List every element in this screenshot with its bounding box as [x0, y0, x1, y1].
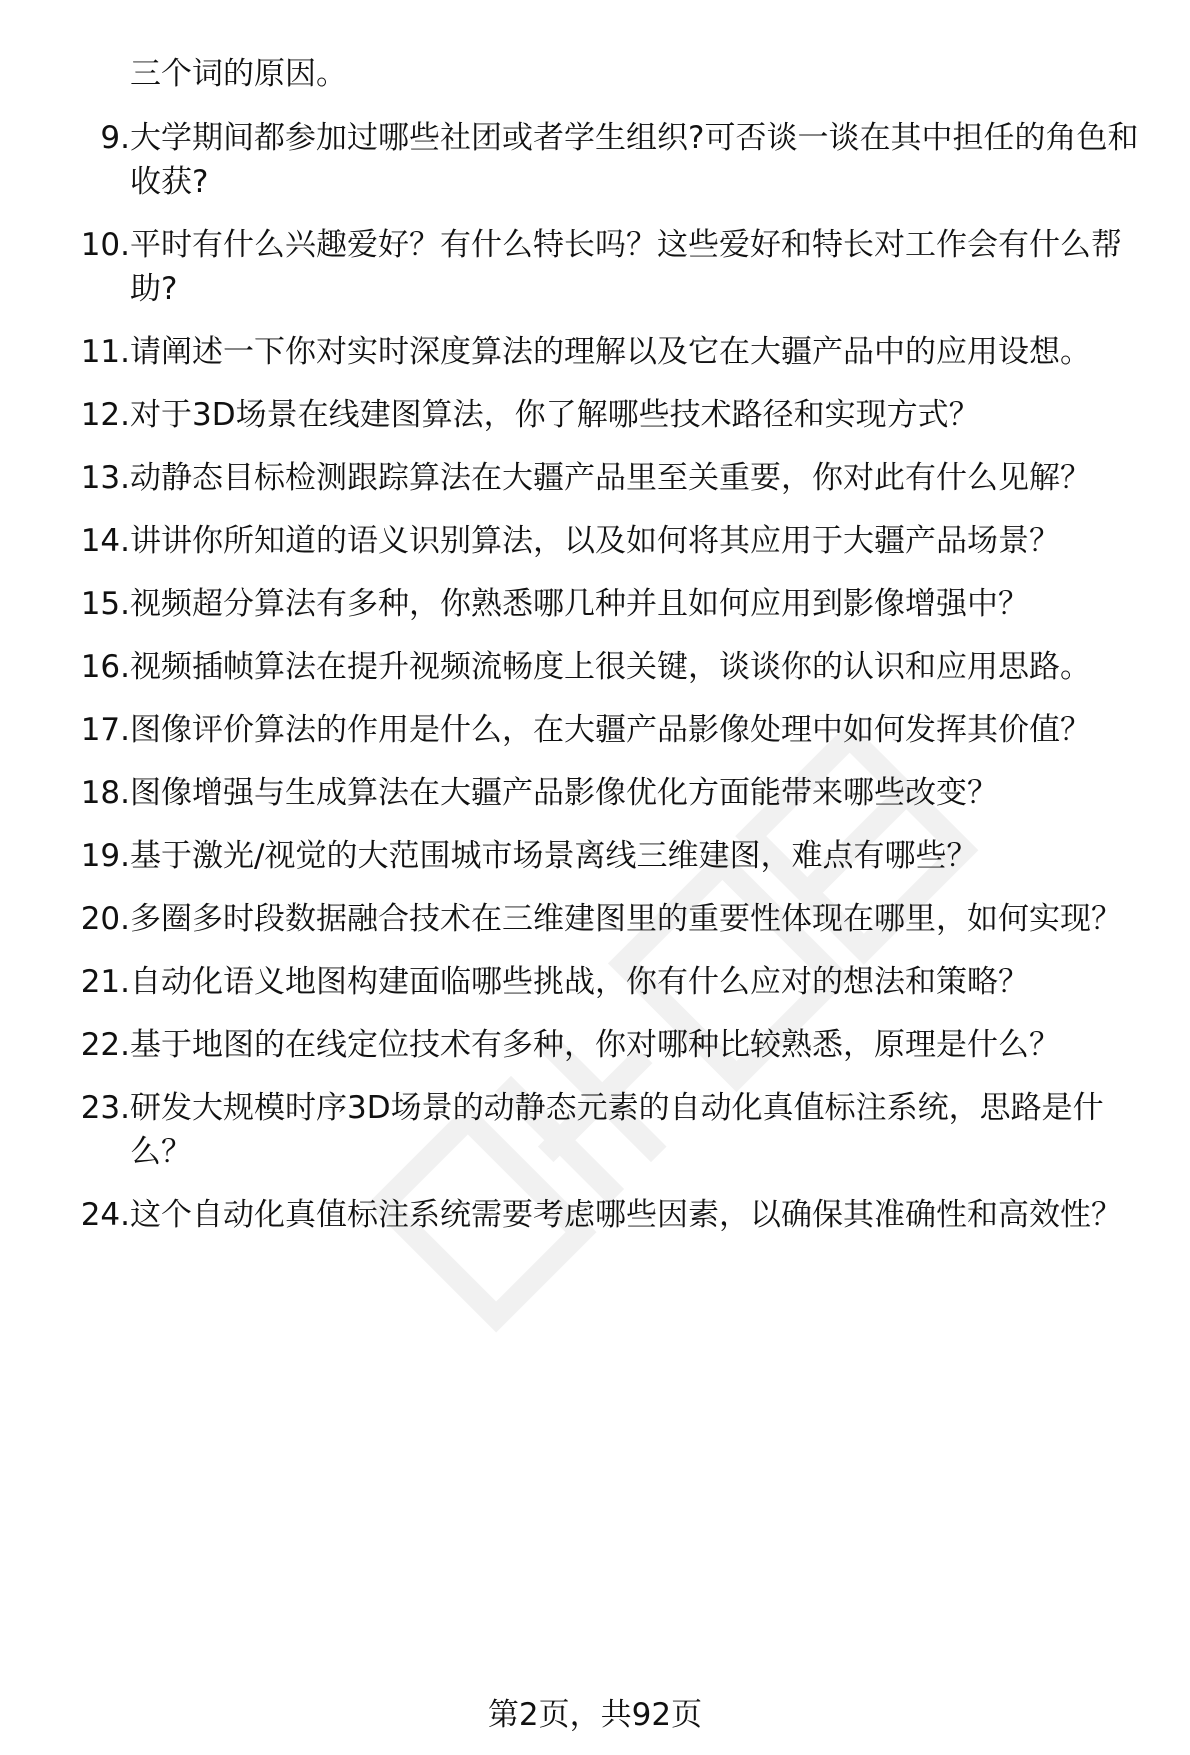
continued-text: 三个词的原因。	[130, 56, 347, 92]
list-item	[58, 708, 1158, 752]
question-number	[58, 582, 130, 626]
question-number	[58, 708, 130, 752]
list-item	[58, 960, 1158, 1004]
list-item	[58, 223, 1158, 311]
question-number	[58, 1023, 130, 1067]
question-number	[58, 645, 130, 689]
question-text: 图像评价算法的作用是什么，在大疆产品影像处理中如何发挥其价值？	[130, 712, 1091, 748]
question-text: 这个自动化真值标注系统需要考虑哪些因素，以确保其准确性和高效性？	[130, 1197, 1122, 1233]
question-number-label: 15.	[80, 586, 130, 622]
question-text: 讲讲你所知道的语义识别算法，以及如何将其应用于大疆产品场景？	[130, 523, 1060, 559]
list-item	[58, 1023, 1158, 1067]
question-number	[58, 1193, 130, 1237]
list-item	[58, 897, 1158, 941]
question-number-label: 22.	[80, 1027, 130, 1063]
question-text: 视频插帧算法在提升视频流畅度上很关键，谈谈你的认识和应用思路。	[130, 649, 1091, 685]
question-number	[58, 897, 130, 941]
list-item	[58, 330, 1158, 374]
list-item	[58, 1193, 1158, 1237]
list-item	[58, 116, 1158, 204]
question-number	[58, 519, 130, 563]
question-text: 多圈多时段数据融合技术在三维建图里的重要性体现在哪里，如何实现？	[130, 901, 1122, 937]
question-number	[58, 223, 130, 267]
question-number-label: 17.	[80, 712, 130, 748]
question-number-label: 11.	[80, 334, 130, 370]
question-number	[58, 960, 130, 1004]
question-number	[58, 1086, 130, 1130]
question-text: 基于地图的在线定位技术有多种，你对哪种比较熟悉，原理是什么？	[130, 1027, 1060, 1063]
list-item	[58, 1086, 1158, 1174]
question-text: 图像增强与生成算法在大疆产品影像优化方面能带来哪些改变？	[130, 775, 998, 811]
question-text: 动静态目标检测跟踪算法在大疆产品里至关重要，你对此有什么见解？	[130, 460, 1091, 496]
question-number	[58, 834, 130, 878]
question-content	[58, 52, 1158, 1256]
question-number-label: 14.	[80, 523, 130, 559]
question-text: 视频超分算法有多种，你熟悉哪几种并且如何应用到影像增强中？	[130, 586, 1029, 622]
question-text: 基于激光/视觉的大范围城市场景离线三维建图，难点有哪些？	[130, 838, 978, 874]
question-number-label: 21.	[80, 964, 130, 1000]
list-item	[58, 519, 1158, 563]
question-number	[58, 771, 130, 815]
list-item	[58, 771, 1158, 815]
question-number	[58, 330, 130, 374]
question-number-label: 24.	[80, 1197, 130, 1233]
question-list	[58, 116, 1158, 1237]
question-number	[58, 116, 130, 160]
list-item	[58, 393, 1158, 437]
question-number-label: 9.	[100, 120, 130, 156]
question-number-label: 23.	[80, 1090, 130, 1126]
question-number	[58, 393, 130, 437]
question-number-label: 12.	[80, 397, 130, 433]
question-text: 对于3D场景在线建图算法，你了解哪些技术路径和实现方式？	[130, 397, 980, 433]
question-text: 自动化语义地图构建面临哪些挑战，你有什么应对的想法和策略？	[130, 964, 1029, 1000]
question-text: 平时有什么兴趣爱好？有什么特长吗？这些爱好和特长对工作会有什么帮助?	[130, 227, 1122, 307]
page-footer: 第2页，共92页	[487, 1697, 703, 1733]
list-item	[58, 582, 1158, 626]
question-number-label: 16.	[80, 649, 130, 685]
question-number-label: 18.	[80, 775, 130, 811]
question-number-label: 13.	[80, 460, 130, 496]
question-number-label: 20.	[80, 901, 130, 937]
question-text: 大学期间都参加过哪些社团或者学生组织?可否谈一谈在其中担任的角色和收获?	[130, 120, 1139, 200]
question-number	[58, 456, 130, 500]
list-item	[58, 456, 1158, 500]
list-item	[58, 645, 1158, 689]
question-number-label: 19.	[80, 838, 130, 874]
list-item	[58, 834, 1158, 878]
question-number-label: 10.	[80, 227, 130, 263]
question-text: 研发大规模时序3D场景的动静态元素的自动化真值标注系统，思路是什么？	[130, 1090, 1104, 1170]
question-text: 请阐述一下你对实时深度算法的理解以及它在大疆产品中的应用设想。	[130, 334, 1091, 370]
